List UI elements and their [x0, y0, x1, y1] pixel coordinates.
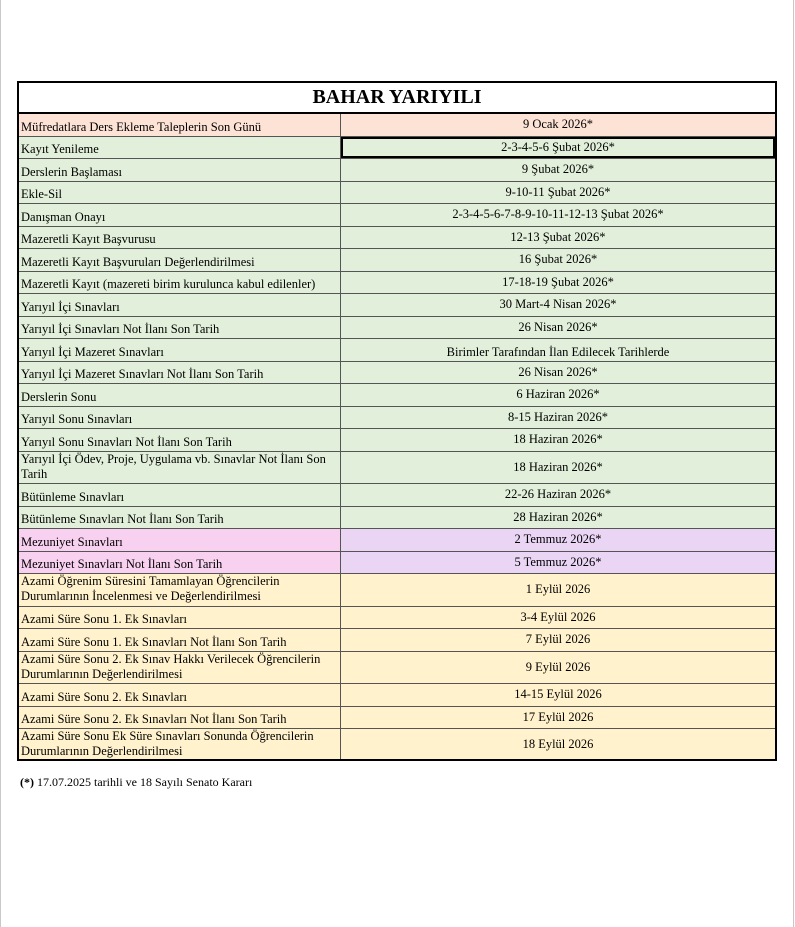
table-row [19, 484, 775, 507]
event-cell[interactable]: Bütünleme Sınavları [19, 484, 341, 506]
event-cell[interactable]: Müfredatlara Ders Ekleme Taleplerin Son Günü [19, 114, 341, 136]
date-cell[interactable]: 12-13 Şubat 2026* [510, 229, 606, 244]
event-cell[interactable]: Bütünleme Sınavları Not İlanı Son Tarih [19, 507, 341, 529]
footnote-text: 17.07.2025 tarihli ve 18 Sayılı Senato Kararı [34, 775, 253, 789]
date-cell[interactable]: 7 Eylül 2026 [525, 632, 591, 647]
table-row [19, 204, 775, 227]
event-cell[interactable]: Azami Öğrenim Süresini Tamamlayan Öğrencilerin Durumlarının İncelenmesi ve Değerlendirilmesi [19, 574, 341, 606]
date-cell[interactable]: 18 Haziran 2026* [513, 459, 603, 474]
table-row [19, 227, 775, 250]
event-cell[interactable]: Mazeretli Kayıt Başvurusu [19, 227, 341, 249]
date-cell[interactable]: 3-4 Eylül 2026 [520, 609, 596, 624]
table-row [19, 182, 775, 205]
date-cell[interactable]: 28 Haziran 2026* [513, 509, 603, 524]
event-cell[interactable]: Yarıyıl Sonu Sınavları [19, 407, 341, 429]
event-cell[interactable]: Yarıyıl İçi Mazeret Sınavları [19, 339, 341, 361]
event-cell[interactable]: Yarıyıl İçi Sınavları Not İlanı Son Tarih [19, 317, 341, 339]
date-cell[interactable]: 2 Temmuz 2026* [341, 529, 775, 551]
event-cell[interactable]: Kayıt Yenileme [19, 137, 341, 159]
date-cell[interactable]: 17-18-19 Şubat 2026* [502, 274, 614, 289]
table-row [19, 684, 775, 707]
date-cell[interactable]: Birimler Tarafından İlan Edilecek Tarihlerde [446, 344, 670, 359]
page-right-border [793, 0, 794, 927]
table-row [19, 272, 775, 295]
event-cell[interactable]: Yarıyıl İçi Sınavları [19, 294, 341, 316]
date-cell[interactable]: 26 Nisan 2026* [518, 319, 598, 334]
event-cell[interactable]: Mazeretli Kayıt Başvuruları Değerlendirilmesi [19, 249, 341, 271]
event-cell[interactable]: Mezuniyet Sınavları Not İlanı Son Tarih [19, 552, 341, 574]
table-row [19, 529, 775, 552]
table-row [19, 362, 775, 385]
event-cell[interactable]: Derslerin Başlaması [19, 159, 341, 181]
page-left-border [0, 0, 1, 927]
date-cell[interactable]: 30 Mart-4 Nisan 2026* [499, 297, 617, 312]
academic-calendar-table [17, 81, 777, 761]
event-cell[interactable]: Yarıyıl Sonu Sınavları Not İlanı Son Tarih [19, 429, 341, 451]
table-row [19, 407, 775, 430]
table-row [19, 384, 775, 407]
event-cell[interactable]: Azami Süre Sonu 1. Ek Sınavları [19, 607, 341, 629]
date-cell[interactable]: 5 Temmuz 2026* [341, 552, 775, 574]
date-cell[interactable]: 17 Eylül 2026 [522, 709, 594, 724]
table-row [19, 249, 775, 272]
table-row [19, 114, 775, 137]
event-cell[interactable]: Derslerin Sonu [19, 384, 341, 406]
event-cell[interactable]: Azami Süre Sonu 2. Ek Sınavları [19, 684, 341, 706]
event-cell[interactable]: Yarıyıl İçi Mazeret Sınavları Not İlanı Son Tarih [19, 362, 341, 384]
date-cell[interactable]: 8-15 Haziran 2026* [508, 409, 608, 424]
table-title: BAHAR YARIYILI [19, 83, 775, 114]
table-row [19, 707, 775, 730]
table-row [19, 652, 775, 685]
event-cell[interactable]: Azami Süre Sonu 1. Ek Sınavları Not İlanı Son Tarih [19, 629, 341, 651]
date-cell[interactable]: 22-26 Haziran 2026* [504, 487, 612, 502]
event-cell[interactable]: Mazeretli Kayıt (mazereti birim kurulunca kabul edilenler) [19, 272, 341, 294]
date-cell[interactable]: 18 Eylül 2026 [522, 736, 594, 751]
table-row [19, 294, 775, 317]
date-cell[interactable]: 26 Nisan 2026* [518, 364, 598, 379]
date-cell[interactable]: 1 Eylül 2026 [525, 582, 591, 597]
date-cell[interactable]: 9 Eylül 2026 [525, 659, 591, 674]
date-cell[interactable]: 18 Haziran 2026* [513, 432, 603, 447]
event-cell[interactable]: Azami Süre Sonu Ek Süre Sınavları Sonunda Öğrencilerin Durumlarının Değerlendirilmesi [19, 729, 341, 759]
table-row [19, 429, 775, 452]
date-cell[interactable]: 9-10-11 Şubat 2026* [505, 184, 611, 199]
date-cell[interactable]: 9 Şubat 2026* [521, 162, 595, 177]
date-cell[interactable]: 9 Ocak 2026* [522, 117, 594, 132]
footnote-marker: (*) [20, 775, 34, 789]
table-row [19, 629, 775, 652]
event-cell[interactable]: Azami Süre Sonu 2. Ek Sınav Hakkı Verilecek Öğrencilerin Durumlarının Değerlendirilmesi [19, 652, 341, 684]
event-cell[interactable]: Ekle-Sil [19, 182, 341, 204]
table-row [19, 607, 775, 630]
table-row [19, 729, 775, 759]
table-row [19, 317, 775, 340]
footnote [20, 775, 252, 790]
date-cell[interactable]: 16 Şubat 2026* [518, 252, 598, 267]
date-cell[interactable]: 2-3-4-5-6-7-8-9-10-11-12-13 Şubat 2026* [452, 207, 664, 222]
table-row [19, 574, 775, 607]
event-cell[interactable]: Mezuniyet Sınavları [19, 529, 341, 551]
table-row [19, 159, 775, 182]
date-cell[interactable]: 6 Haziran 2026* [516, 387, 600, 402]
table-row [19, 452, 775, 485]
table-row [19, 137, 775, 160]
event-cell[interactable]: Azami Süre Sonu 2. Ek Sınavları Not İlanı Son Tarih [19, 707, 341, 729]
event-cell[interactable]: Danışman Onayı [19, 204, 341, 226]
event-cell[interactable]: Yarıyıl İçi Ödev, Proje, Uygulama vb. Sınavlar Not İlanı Son Tarih [19, 452, 341, 484]
table-row [19, 552, 775, 575]
table-row [19, 507, 775, 530]
date-cell-selected[interactable]: 2-3-4-5-6 Şubat 2026* [341, 137, 775, 159]
table-row [19, 339, 775, 362]
date-cell[interactable]: 14-15 Eylül 2026 [514, 687, 602, 702]
